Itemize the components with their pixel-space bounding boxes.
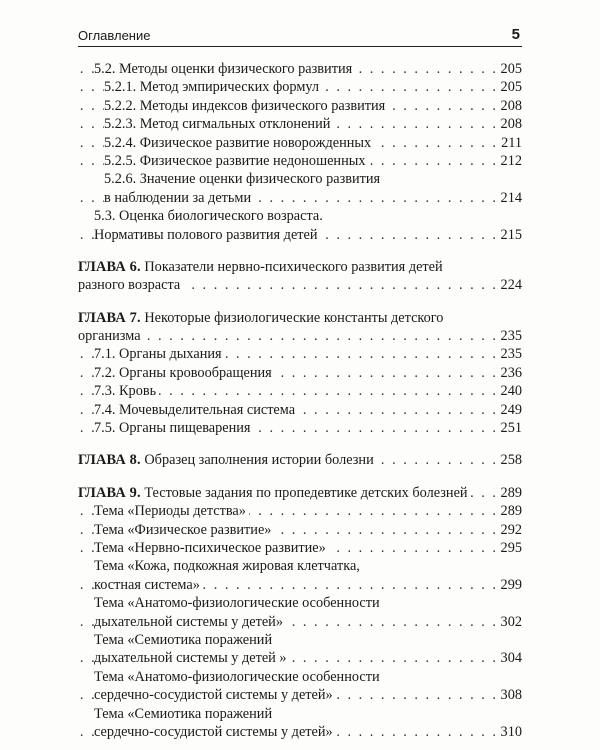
toc-entry-text [94, 364, 275, 382]
entry-title: 5.2. Методы оценки физического развития [94, 61, 353, 77]
toc-page-number: 205 [498, 78, 522, 96]
toc-entry[interactable] [78, 613, 522, 631]
toc-entry-text [94, 557, 363, 575]
toc-entry[interactable] [78, 327, 522, 345]
toc-entry[interactable] [78, 226, 522, 244]
toc-entry[interactable] [78, 594, 522, 612]
entry-title: Показатели нервно-психического развития детей [140, 258, 443, 275]
entry-title: разного возраста [78, 277, 181, 294]
toc-entry-text [94, 502, 249, 520]
entry-title: костная система» [94, 576, 200, 593]
toc-page-number: 299 [498, 576, 522, 594]
chapter-label: ГЛАВА 6. [78, 258, 141, 275]
entry-title: Тема «Анатомо-физиологические особенности [94, 595, 380, 612]
toc-entry-text [94, 649, 290, 667]
toc-entry[interactable] [78, 97, 522, 115]
entry-title: Образец заполнения истории болезни [140, 452, 374, 469]
toc-entry-text [104, 115, 333, 133]
entry-title: сердечно-сосудистой системы у детей» [94, 687, 333, 704]
toc-entry[interactable] [78, 705, 522, 723]
toc-entry-text [104, 170, 383, 188]
entry-title: Тема «Кожа, подкожная жировая клетчатка, [94, 558, 360, 575]
toc-entry-text [104, 97, 388, 115]
header-rule [78, 46, 522, 47]
toc-entry[interactable] [78, 170, 522, 188]
entry-title: в наблюдении за детьми [104, 189, 252, 206]
running-title: Оглавление [78, 28, 151, 43]
toc-page-number: 251 [498, 419, 522, 437]
toc-entry[interactable] [78, 557, 522, 575]
toc-page-number: 235 [498, 345, 522, 363]
toc-page-number: 289 [498, 502, 522, 520]
toc-page-number: 292 [498, 521, 522, 539]
entry-title: организма [78, 328, 141, 345]
toc-page-number: 240 [498, 382, 522, 400]
entry-title: Некоторые физиологические константы детского [140, 309, 444, 326]
toc-entry[interactable] [78, 364, 522, 382]
toc-entry-text [94, 207, 326, 225]
toc-entry[interactable] [78, 631, 522, 649]
toc-entry[interactable] [78, 382, 522, 400]
toc-page-number: 304 [498, 649, 522, 667]
toc-entry[interactable] [78, 134, 522, 152]
entry-title: дыхательной системы у детей» [94, 613, 283, 630]
entry-title: 7.1. Органы дыхания [94, 346, 222, 363]
toc-entry-text [94, 401, 298, 419]
toc-page-number: 289 [498, 484, 522, 502]
toc-entry-text [78, 258, 446, 276]
toc-entry-text [78, 309, 446, 327]
toc-entry[interactable] [78, 276, 522, 294]
entry-title: сердечно-сосудистой системы у детей» [94, 723, 333, 740]
toc-entry-text [94, 631, 275, 649]
toc-entry-text [94, 705, 275, 723]
entry-title: 5.2.5. Физическое развитие недоношенных [104, 152, 366, 169]
toc-entry-text [94, 594, 383, 612]
toc-entry[interactable] [78, 189, 522, 207]
toc-entry-text [94, 576, 203, 594]
toc-page-number: 214 [498, 189, 522, 207]
toc-page-number: 236 [498, 364, 522, 382]
toc-entry-text [94, 521, 274, 539]
toc-chapter-entry[interactable] [78, 484, 522, 502]
entry-title: дыхательной системы у детей » [94, 650, 287, 667]
table-of-contents [78, 60, 522, 741]
toc-entry[interactable] [78, 668, 522, 686]
section-gap [78, 470, 522, 484]
section-gap [78, 244, 522, 258]
toc-entry-text [104, 78, 322, 96]
toc-page-number: 212 [498, 152, 522, 170]
section-gap [78, 437, 522, 451]
toc-page-number: 208 [498, 97, 522, 115]
toc-entry-text [104, 152, 369, 170]
toc-page-number: 302 [498, 613, 522, 631]
toc-entry[interactable] [78, 649, 522, 667]
toc-page-number: 295 [498, 539, 522, 557]
section-gap [78, 295, 522, 309]
toc-page-number: 208 [498, 115, 522, 133]
entry-title: Тема «Периоды детства» [94, 503, 246, 520]
chapter-label: ГЛАВА 8. [78, 452, 141, 469]
toc-entry-text [104, 134, 374, 152]
toc-entry-text [94, 60, 355, 78]
toc-entry-text [94, 226, 321, 244]
toc-entry[interactable] [78, 78, 522, 96]
chapter-label: ГЛАВА 9. [78, 484, 141, 501]
entry-title: 7.4. Мочевыделительная система [94, 401, 296, 418]
toc-entry-text [104, 189, 254, 207]
entry-title: Тестовые задания по пропедевтике детских болезней [140, 484, 468, 501]
toc-page-number: 205 [498, 60, 522, 78]
entry-title: 5.2.3. Метод сигмальных отклонений [104, 116, 331, 133]
chapter-label: ГЛАВА 7. [78, 309, 141, 326]
toc-chapter-entry[interactable] [78, 309, 522, 327]
toc-entry-text [78, 276, 183, 294]
toc-page-number: 258 [498, 451, 522, 469]
toc-entry[interactable] [78, 419, 522, 437]
toc-entry[interactable] [78, 521, 522, 539]
toc-page-number: 224 [498, 276, 522, 294]
toc-entry-text [94, 668, 383, 686]
toc-page-number: 211 [498, 134, 522, 152]
toc-entry[interactable] [78, 502, 522, 520]
toc-entry-text [78, 451, 377, 469]
entry-title: 7.3. Кровь [94, 383, 157, 400]
toc-page-number: 310 [498, 723, 522, 741]
page-number: 5 [511, 26, 520, 43]
entry-title: Тема «Семиотика поражений [94, 631, 273, 648]
toc-page-number: 249 [498, 401, 522, 419]
toc-entry[interactable] [78, 60, 522, 78]
toc-entry[interactable] [78, 686, 522, 704]
toc-page-number: 308 [498, 686, 522, 704]
toc-entry-text [94, 613, 286, 631]
entry-title: 7.5. Органы пищеварения [94, 420, 251, 437]
entry-title: 5.2.2. Методы индексов физического развития [104, 97, 386, 114]
toc-entry[interactable] [78, 207, 522, 225]
toc-entry[interactable] [78, 539, 522, 557]
toc-entry-text [94, 723, 336, 741]
toc-entry[interactable] [78, 152, 522, 170]
toc-entry[interactable] [78, 576, 522, 594]
toc-chapter-entry[interactable] [78, 451, 522, 469]
entry-title: 5.3. Оценка биологического возраста. [94, 208, 323, 225]
toc-entry[interactable] [78, 401, 522, 419]
entry-title: Тема «Анатомо-физиологические особенности [94, 668, 380, 685]
entry-title: Тема «Семиотика поражений [94, 705, 273, 722]
toc-entry-text [94, 419, 253, 437]
entry-title: 7.2. Органы кровообращения [94, 364, 272, 381]
page-header [78, 26, 522, 48]
entry-title: 5.2.6. Значение оценки физического развития [104, 171, 381, 188]
toc-entry-text [94, 539, 329, 557]
entry-title: Нормативы полового развития детей [94, 226, 318, 243]
toc-entry-text [94, 345, 225, 363]
entry-title: 5.2.1. Метод эмпирических формул [104, 79, 320, 96]
toc-entry[interactable] [78, 723, 522, 741]
toc-page-number: 215 [498, 226, 522, 244]
entry-title: Тема «Физическое развитие» [94, 521, 272, 538]
toc-entry-text [94, 382, 159, 400]
toc-chapter-entry[interactable] [78, 258, 522, 276]
toc-entry-text [78, 484, 471, 502]
toc-entry-text [78, 327, 144, 345]
toc-page-number: 235 [498, 327, 522, 345]
entry-title: Тема «Нервно-психическое развитие» [94, 539, 326, 556]
toc-entry-text [94, 686, 336, 704]
toc-entry[interactable] [78, 345, 522, 363]
toc-entry[interactable] [78, 115, 522, 133]
entry-title: 5.2.4. Физическое развитие новорожденных [104, 134, 372, 151]
